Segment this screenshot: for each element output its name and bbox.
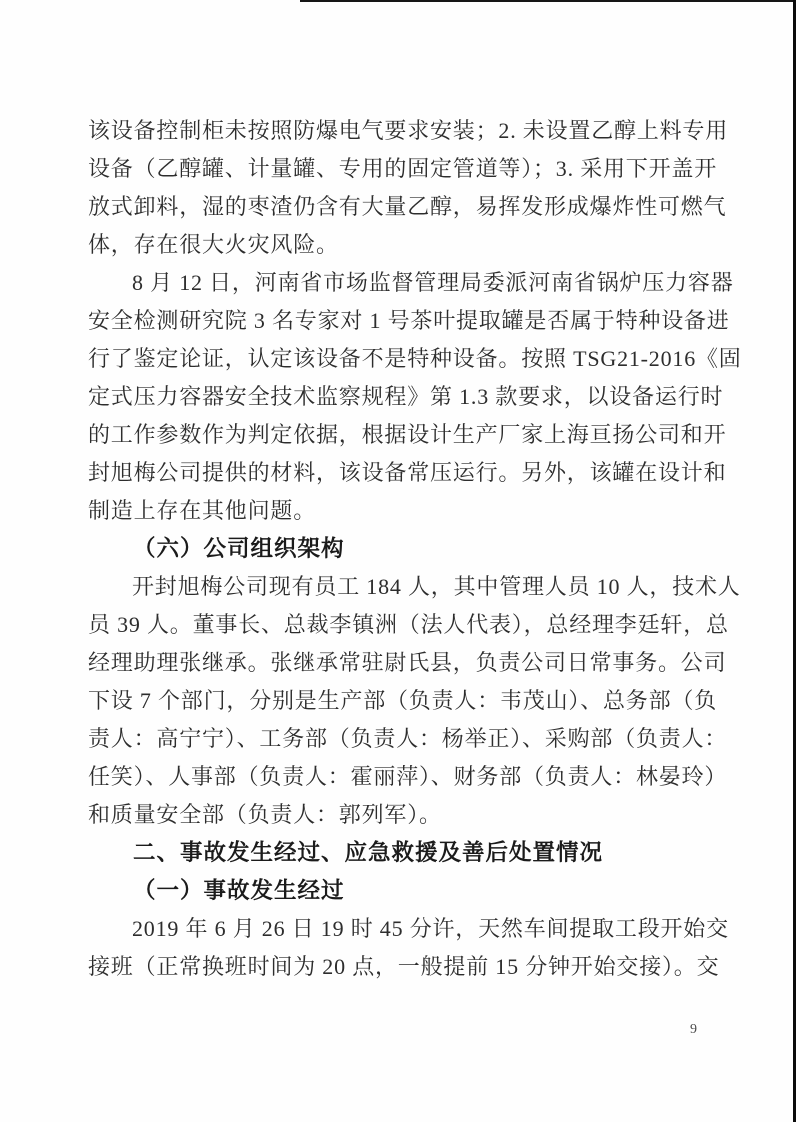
paragraph: [88, 910, 729, 986]
text-line: 制造上存在其他问题。: [88, 498, 317, 523]
scan-artifact-top-edge: [300, 0, 796, 2]
text-line: 该设备控制柜未按照防爆电气要求安装；2. 未设置乙醇上料专用: [88, 118, 729, 143]
text-line: 体，存在很大火灾风险。: [88, 232, 339, 257]
section-heading: [88, 834, 713, 872]
section-heading: [88, 872, 713, 910]
text-line: 员 39 人。董事长、总裁李镇洲（法人代表），总经理李廷轩，总: [88, 612, 729, 637]
text-line: 2019 年 6 月 26 日 19 时 45 分许，天然车间提取工段开始交: [132, 916, 729, 941]
text-line: 任笑）、人事部（负责人：霍丽萍）、财务部（负责人：林晏玲）: [88, 764, 728, 789]
text-line: 的工作参数作为判定依据，根据设计生产厂家上海亘扬公司和开: [88, 422, 727, 447]
text-line: 开封旭梅公司现有员工 184 人，其中管理人员 10 人，技术人: [132, 574, 741, 599]
text-line: 接班（正常换班时间为 20 点，一般提前 15 分钟开始交接）。交: [88, 954, 720, 979]
page-number: 9: [690, 1022, 697, 1037]
text-line: 定式压力容器安全技术监察规程》第 1.3 款要求，以设备运行时: [88, 384, 724, 409]
text-line: 经理助理张继承。张继承常驻尉氏县，负责公司日常事务。公司: [88, 650, 727, 675]
text-line: 8 月 12 日，河南省市场监督管理局委派河南省锅炉压力容器: [132, 270, 734, 295]
document-body: [88, 112, 742, 986]
text-line: 二、事故发生经过、应急救援及善后处置情况: [133, 840, 604, 865]
text-line: 设备（乙醇罐、计量罐、专用的固定管道等）；3. 采用下开盖开: [88, 156, 718, 181]
text-line: （一）事故发生经过: [133, 878, 345, 903]
paragraph: [88, 112, 729, 264]
paragraph: [88, 264, 742, 530]
text-line: 封旭梅公司提供的材料，该设备常压运行。另外，该罐在设计和: [88, 460, 727, 485]
text-line: 安全检测研究院 3 名专家对 1 号茶叶提取罐是否属于特种设备进: [88, 308, 730, 333]
text-line: 和质量安全部（负责人：郭列军）。: [88, 802, 442, 827]
text-line: （六）公司组织架构: [133, 536, 345, 561]
text-line: 下设 7 个部门，分别是生产部（负责人：韦茂山）、总务部（负: [88, 688, 718, 713]
text-line: 责人：高宁宁）、工务部（负责人：杨举正）、采购部（负责人：: [88, 726, 728, 751]
text-line: 放式卸料，湿的枣渣仍含有大量乙醇，易挥发形成爆炸性可燃气: [88, 194, 727, 219]
section-heading: [88, 530, 713, 568]
paragraph: [88, 568, 741, 834]
text-line: 行了鉴定论证，认定该设备不是特种设备。按照 TSG21-2016《固: [88, 346, 742, 371]
